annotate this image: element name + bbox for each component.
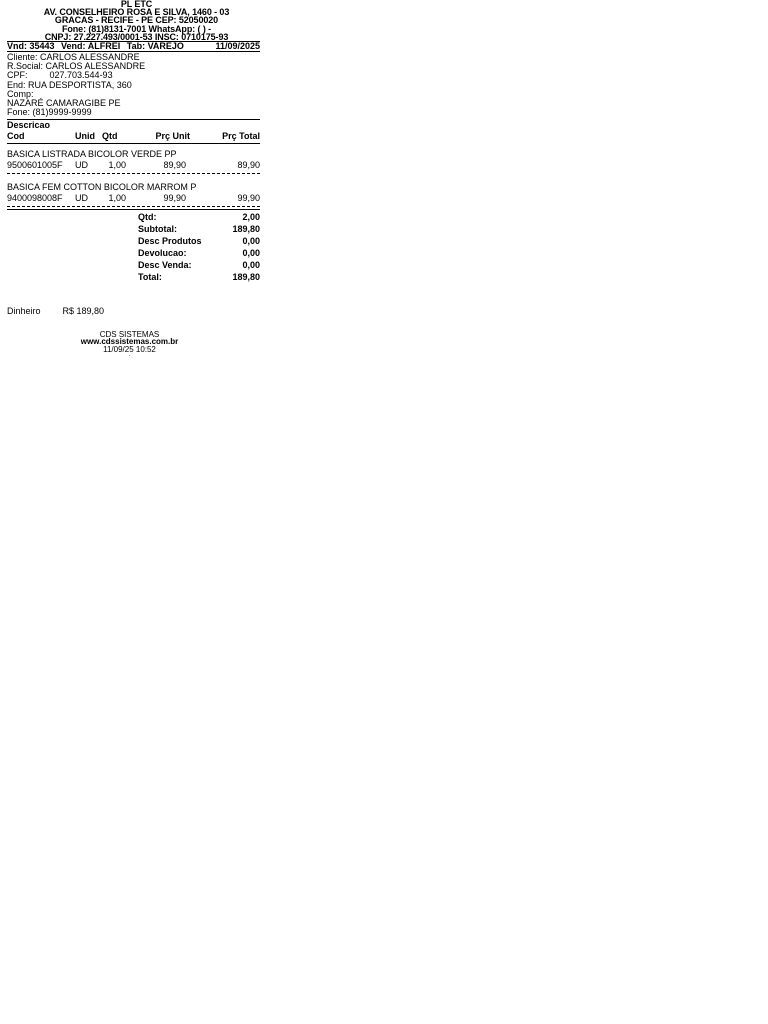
item-columns-header xyxy=(7,119,260,143)
store-header xyxy=(10,0,263,41)
total-label: Qtd: xyxy=(138,211,157,222)
total-row-subtotal xyxy=(138,223,260,235)
receipt xyxy=(7,0,260,358)
phone-value: (81)9999-9999 xyxy=(32,107,92,118)
city-line: NAZARÉ CAMARAGIBE PE xyxy=(7,97,121,108)
column-prc-unit: Prç Unit xyxy=(155,130,190,141)
total-row-desc-produtos xyxy=(138,235,260,247)
phone-label: Fone: xyxy=(7,107,31,118)
item-prc-unit: 89,90 xyxy=(163,159,186,170)
address-value: RUA DESPORTISTA, 360 xyxy=(28,79,132,90)
total-value: 0,00 xyxy=(242,259,260,270)
total-label: Subtotal: xyxy=(138,223,177,234)
column-qtd: Qtd xyxy=(102,130,118,141)
totals-block xyxy=(138,211,260,283)
store-name: PL ETC xyxy=(120,0,153,9)
footer-mark: . xyxy=(128,352,131,359)
total-value: 0,00 xyxy=(242,235,260,246)
payment-amount: R$ 189,80 xyxy=(62,305,105,316)
customer-block xyxy=(7,53,260,117)
payment-method: Dinheiro xyxy=(7,305,41,316)
footer-datetime: 11/09/25 10:52 xyxy=(103,344,156,354)
column-prc-total: Prç Total xyxy=(222,130,260,141)
store-cnpj: CNPJ: 27.227.493/0001-53 INSC: 0710175-93 xyxy=(44,31,229,42)
rsocial-line xyxy=(7,62,260,71)
store-city: GRACAS - RECIFE - PE CEP: 52050020 xyxy=(54,15,219,26)
phone-line xyxy=(7,108,260,117)
total-label: Desc Venda: xyxy=(138,259,192,270)
total-label: Total: xyxy=(138,271,162,282)
item-cod: 9500601005F xyxy=(7,159,63,170)
price-table: Tab: VAREJO xyxy=(126,40,184,51)
payment-line xyxy=(7,307,260,316)
list-item xyxy=(7,149,260,174)
cpf-value: 027.703.544-93 xyxy=(49,70,113,81)
sale-info-bar xyxy=(7,41,260,52)
customer-name: CARLOS ALESSANDRE xyxy=(40,51,140,62)
footer-company: CDS SISTEMAS xyxy=(99,330,160,340)
sale-info-left xyxy=(7,42,188,51)
item-qtd: 1,00 xyxy=(108,159,126,170)
cpf-label: CPF: xyxy=(7,70,28,81)
item-unid: UD xyxy=(75,192,88,203)
total-row-qtd xyxy=(138,211,260,223)
rsocial-label: R.Social: xyxy=(7,61,44,72)
seller: Vend: ALFREI xyxy=(61,40,121,51)
total-label: Devolucao: xyxy=(138,247,187,258)
item-list xyxy=(7,149,260,207)
item-description: BASICA LISTRADA BICOLOR VERDE PP xyxy=(7,148,177,159)
list-item xyxy=(7,182,260,207)
total-value: 0,00 xyxy=(242,247,260,258)
total-row-total xyxy=(138,271,260,283)
sale-date: 11/09/2025 xyxy=(215,40,260,51)
total-value: 189,80 xyxy=(232,223,260,234)
total-row-devolucao xyxy=(138,247,260,259)
item-values xyxy=(7,193,260,204)
store-address: AV. CONSELHEIRO ROSA E SILVA, 1460 - 03 xyxy=(43,7,230,18)
column-header-row xyxy=(7,131,260,142)
column-cod: Cod xyxy=(7,130,25,141)
total-label: Desc Produtos xyxy=(138,235,202,246)
receipt-footer xyxy=(3,331,256,358)
item-prc-total: 89,90 xyxy=(237,159,260,170)
total-value: 189,80 xyxy=(232,271,260,282)
column-descricao: Descricao xyxy=(7,120,51,131)
item-unid: UD xyxy=(75,159,88,170)
rsocial-value: CARLOS ALESSANDRE xyxy=(45,61,146,72)
sale-number: Vnd: 35443 xyxy=(7,40,55,51)
store-phone: Fone: (81)8131-7001 WhatsApp: ( ) - xyxy=(61,23,212,34)
total-row-desc-venda xyxy=(138,259,260,271)
customer-label: Cliente: xyxy=(7,51,38,62)
footer-site: www.cdssistemas.com.br xyxy=(80,337,179,347)
column-unid: Unid xyxy=(75,130,95,141)
item-prc-unit: 99,90 xyxy=(163,192,186,203)
item-values xyxy=(7,160,260,171)
total-value: 2,00 xyxy=(242,211,260,222)
item-qtd: 1,00 xyxy=(108,192,126,203)
item-cod: 9400098008F xyxy=(7,192,63,203)
item-prc-total: 99,90 xyxy=(237,192,260,203)
address-label: End: xyxy=(7,79,26,90)
item-description: BASICA FEM COTTON BICOLOR MARROM P xyxy=(7,181,197,192)
totals-section xyxy=(7,209,260,283)
comp-label: Comp: xyxy=(7,88,34,99)
address-line xyxy=(7,81,260,90)
